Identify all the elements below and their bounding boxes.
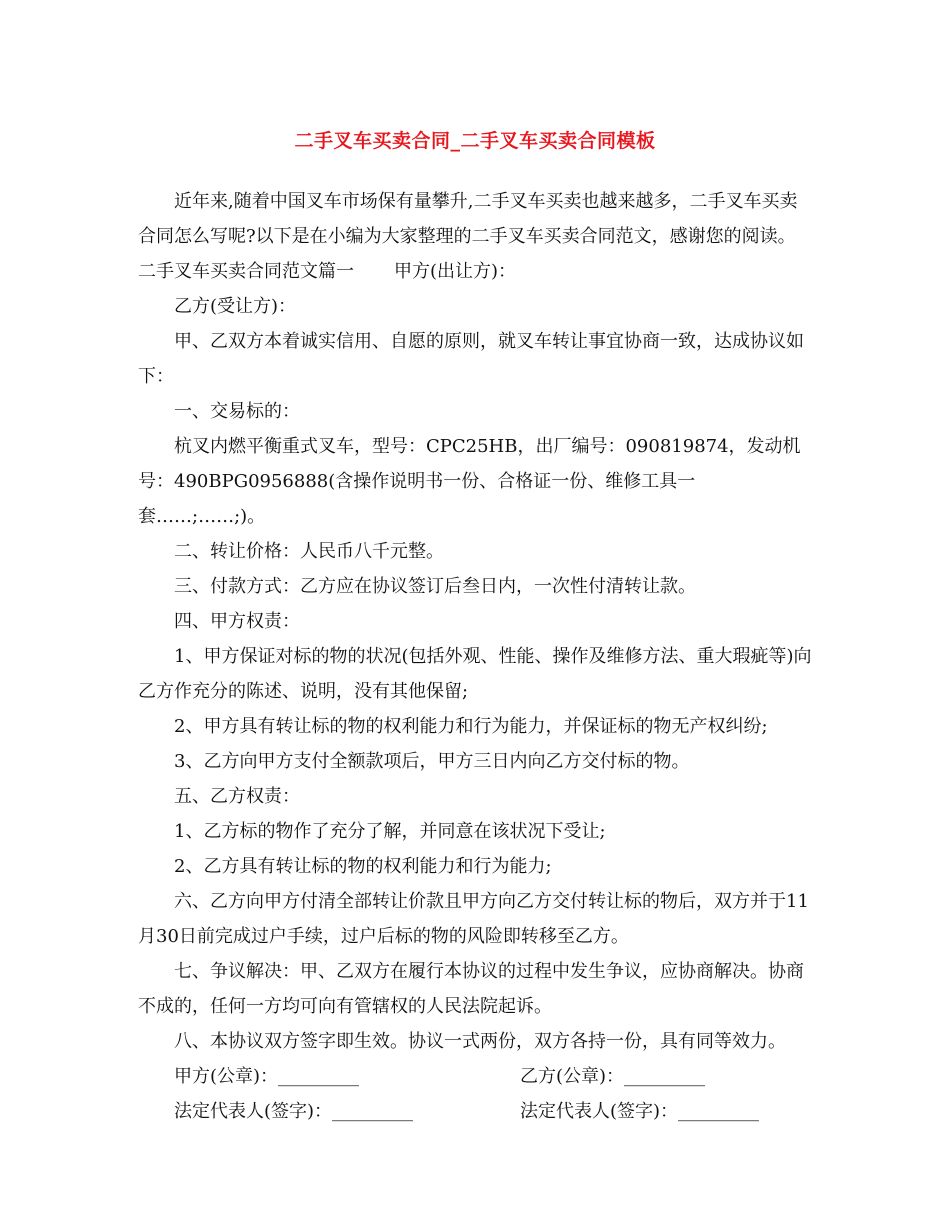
section-6: 六、乙方向甲方付清全部转让价款且甲方向乙方交付转让标的物后，双方并于11月30日前完成过户手续，过户后标的物的风险即转移至乙方。 xyxy=(138,891,809,947)
preamble-paragraph: 甲、乙双方本着诚实信用、自愿的原则，就叉车转让事宜协商一致，达成协议如下： xyxy=(138,331,804,387)
representative-signature-row xyxy=(138,1094,814,1129)
section-1-body: 杭叉内燃平衡重式叉车，型号：CPC25HB，出厂编号：090819874，发动机号：490BPG0956888(含操作说明书一份、合格证一份、维修工具一套……;……;)。 xyxy=(138,436,801,527)
page-title: 二手叉车买卖合同_二手叉车买卖合同模板 xyxy=(294,130,656,152)
party-a-representative-line: 法定代表人(签字)：_________ xyxy=(174,1101,414,1122)
section-5-title: 五、乙方权责： xyxy=(174,786,300,807)
sample-heading-line xyxy=(138,254,814,289)
party-b-seal-line: 乙方(公章)：_________ xyxy=(520,1066,706,1087)
section-4-item-2: 2、甲方具有转让标的物的权利能力和行为能力，并保证标的物无产权纠纷; xyxy=(174,716,768,737)
section-1-title: 一、交易标的： xyxy=(174,401,300,422)
section-3: 三、付款方式：乙方应在协议签订后叁日内，一次性付清转让款。 xyxy=(174,576,696,597)
seal-signature-row xyxy=(138,1059,814,1094)
section-8: 八、本协议双方签字即生效。协议一式两份，双方各持一份，具有同等效力。 xyxy=(174,1031,786,1052)
section-2: 二、转让价格：人民币八千元整。 xyxy=(174,541,444,562)
section-4-item-3: 3、乙方向甲方支付全额款项后，甲方三日内向乙方交付标的物。 xyxy=(174,751,690,772)
section-4-title: 四、甲方权责： xyxy=(174,611,300,632)
party-b-label: 乙方(受让方)： xyxy=(174,296,297,317)
section-7: 七、争议解决：甲、乙双方在履行本协议的过程中发生争议，应协商解决。协商不成的，任何一方均可向有管辖权的人民法院起诉。 xyxy=(138,961,804,1017)
section-5-item-2: 2、乙方具有转让标的物的权利能力和行为能力; xyxy=(174,856,552,877)
document-body xyxy=(138,184,814,1129)
sample-heading: 二手叉车买卖合同范文篇一 xyxy=(138,261,354,282)
intro-paragraph: 近年来,随着中国叉车市场保有量攀升,二手叉车买卖也越来越多，二手叉车买卖合同怎么写呢?以下是在小编为大家整理的二手叉车买卖合同范文，感谢您的阅读。 xyxy=(138,191,798,247)
party-a-label: 甲方(出让方)： xyxy=(394,261,517,282)
section-4-item-1: 1、甲方保证对标的物的状况(包括外观、性能、操作及维修方法、重大瑕疵等)向乙方作充分的陈述、说明，没有其他保留; xyxy=(138,646,812,702)
party-b-representative-line: 法定代表人(签字)：_________ xyxy=(520,1101,760,1122)
party-a-seal-line: 甲方(公章)：_________ xyxy=(174,1066,360,1087)
section-5-item-1: 1、乙方标的物作了充分了解，并同意在该状况下受让; xyxy=(174,821,606,842)
